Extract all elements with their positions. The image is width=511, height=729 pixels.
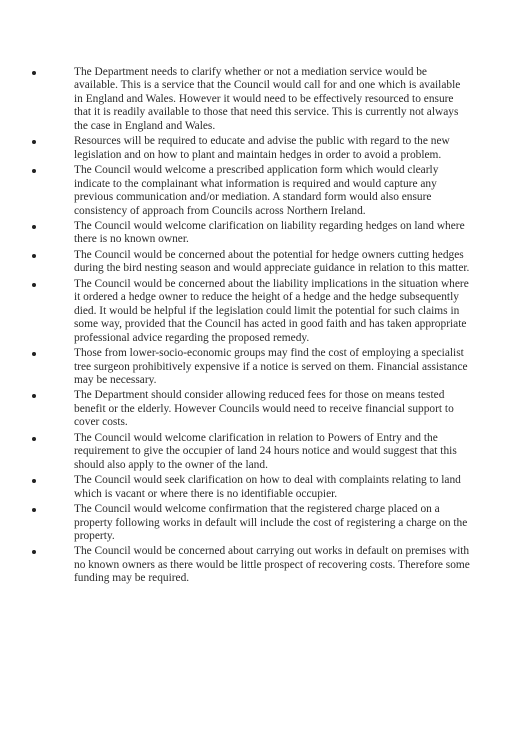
bullet-icon [32,169,36,173]
bullet-item [30,389,470,429]
bullet-item [30,347,470,387]
bullet-icon [32,71,36,75]
bullet-item [30,66,470,133]
bullet-item [30,135,470,162]
bullet-icon [32,394,36,398]
bullet-item [30,474,470,501]
bullet-text: The Council would seek clarification on how to deal with complaints relating to land which is vacant or where there is no identifiable occupier. [74,474,461,500]
bullet-icon [32,550,36,554]
bullet-text: The Council would be concerned about the liability implications in the situation where it ordered a hedge owner to reduce the height of a hedge and the hedge subsequently died. It would be helpful if the legislation could limit the potential for such claims in some way, provided that the Council has acted in good faith and has taken appropriate professional advice regarding the proposed remedy. [74,277,469,344]
bullet-text: The Council would be concerned about the potential for hedge owners cutting hedges during the bird nesting season and would appreciate guidance in relation to this matter. [74,248,470,275]
bullet-item [30,432,470,472]
bullet-icon [32,508,36,512]
bullet-text: The Council would welcome confirmation that the registered charge placed on a property following works in default will include the cost of registering a charge on the property. [74,503,468,542]
bullet-item [30,249,470,276]
bullet-icon [32,437,36,441]
bullet-text: The Council would welcome clarification on liability regarding hedges on land where there is no known owner. [74,219,465,246]
bullet-item [30,164,470,218]
bullet-icon [32,254,36,258]
bullet-text: The Council would welcome clarification in relation to Powers of Entry and the requirement to give the occupier of land 24 hours notice and would suggest that this should also apply to the owner of the land. [74,431,457,471]
bullet-text: The Council would welcome a prescribed application form which would clearly indicate to the complainant what information is required and would capture any previous communication and/or mediation. A standard form would also ensure consistency of approach from Councils across Northern Ireland. [74,164,439,217]
bullet-item [30,545,470,585]
bullet-text: The Department needs to clarify whether or not a mediation service would be available. This is a service that the Council would call for and one which is available in England and Wales. However it would need to be effectively resourced to ensure that it is readily available to those that need this service. This is currently not always the case in England and Wales. [74,66,461,132]
bullet-text: The Council would be concerned about carrying out works in default on premises with no known owners as there would be little prospect of recovering costs. Therefore some funding may be required. [74,545,470,585]
bullet-icon [32,352,36,356]
bullet-item [30,220,470,247]
bullet-text: The Department should consider allowing reduced fees for those on means tested benefit or the elderly. However Councils would need to receive financial support to cover costs. [74,389,454,429]
bullet-text: Those from lower-socio-economic groups may find the cost of employing a specialist tree surgeon prohibitively expensive if a notice is served on them. Financial assistance may be necessary. [74,347,468,386]
bullet-icon [32,479,36,483]
bullet-list [30,66,470,588]
bullet-item [30,503,470,543]
bullet-icon [32,140,36,144]
bullet-icon [32,225,36,229]
bullet-text: Resources will be required to educate and advise the public with regard to the new legislation and on how to plant and maintain hedges in order to avoid a problem. [74,135,450,161]
bullet-item [30,278,470,345]
bullet-icon [32,283,36,287]
